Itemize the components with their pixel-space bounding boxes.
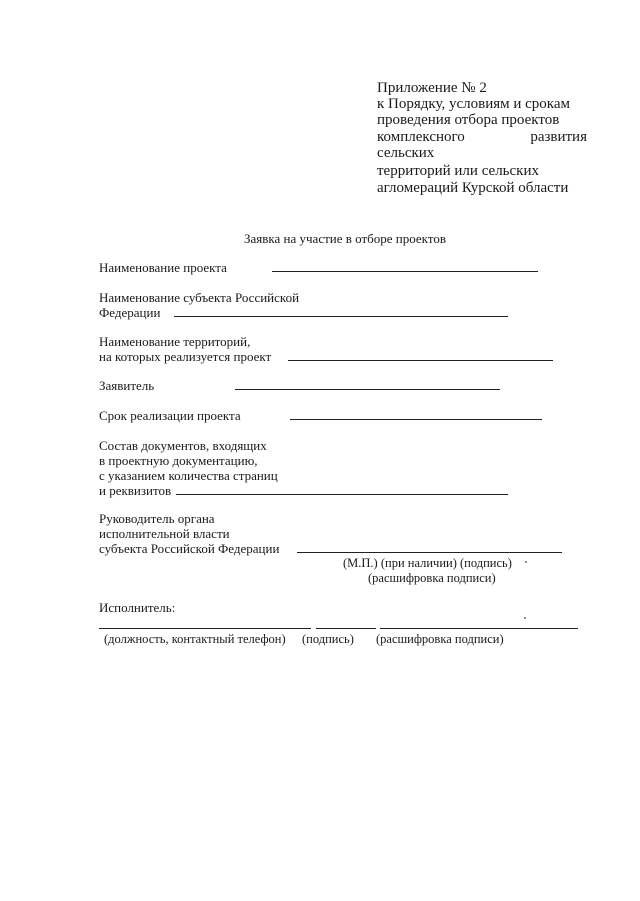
documents-label: в проектную документацию,	[99, 453, 258, 468]
appendix-word: комплексного	[377, 129, 465, 145]
appendix-line: территорий или сельских	[377, 163, 539, 179]
signature-caption: (М.П.) (при наличии) (подпись)	[343, 556, 512, 570]
territories-label: Наименование территорий,	[99, 334, 251, 349]
executor-caption: (должность, контактный телефон)	[104, 632, 286, 646]
subject-name-label: Наименование субъекта Российской	[99, 290, 300, 305]
territories-field[interactable]	[288, 360, 553, 361]
subject-name-label: Федерации	[99, 305, 161, 320]
scan-speck	[524, 617, 526, 619]
appendix-line	[377, 129, 587, 145]
project-name-field[interactable]	[272, 271, 538, 272]
executor-label: Исполнитель:	[99, 600, 176, 615]
head-label: субъекта Российской Федерации	[99, 541, 280, 556]
executor-caption: (расшифровка подписи)	[376, 632, 504, 646]
appendix-number: Приложение № 2	[377, 80, 487, 96]
applicant-label: Заявитель	[99, 378, 155, 393]
form-title: Заявка на участие в отборе проектов	[244, 231, 446, 246]
term-field[interactable]	[290, 419, 542, 420]
documents-label: Состав документов, входящих	[99, 438, 267, 453]
project-name-label: Наименование проекта	[99, 260, 227, 275]
appendix-word: развития	[530, 129, 587, 145]
documents-label: и реквизитов	[99, 483, 172, 498]
head-label: исполнительной власти	[99, 526, 230, 541]
scan-speck	[525, 561, 527, 563]
territories-label: на которых реализуется проект	[99, 349, 272, 364]
appendix-line: к Порядку, условиям и срокам	[377, 96, 571, 112]
appendix-line: агломераций Курской области	[377, 180, 569, 196]
executor-position-field[interactable]	[99, 628, 311, 629]
appendix-line: сельских	[377, 145, 435, 161]
documents-field[interactable]	[176, 494, 508, 495]
applicant-field[interactable]	[235, 389, 500, 390]
head-signature-field[interactable]	[297, 552, 562, 553]
executor-caption: (подпись)	[302, 632, 354, 646]
head-label: Руководитель органа	[99, 511, 215, 526]
signature-caption: (расшифровка подписи)	[368, 571, 496, 585]
documents-label: с указанием количества страниц	[99, 468, 278, 483]
term-label: Срок реализации проекта	[99, 408, 241, 423]
subject-name-field[interactable]	[174, 316, 508, 317]
executor-decoding-field[interactable]	[380, 628, 578, 629]
executor-signature-field[interactable]	[316, 628, 376, 629]
appendix-line: проведения отбора проектов	[377, 112, 560, 128]
